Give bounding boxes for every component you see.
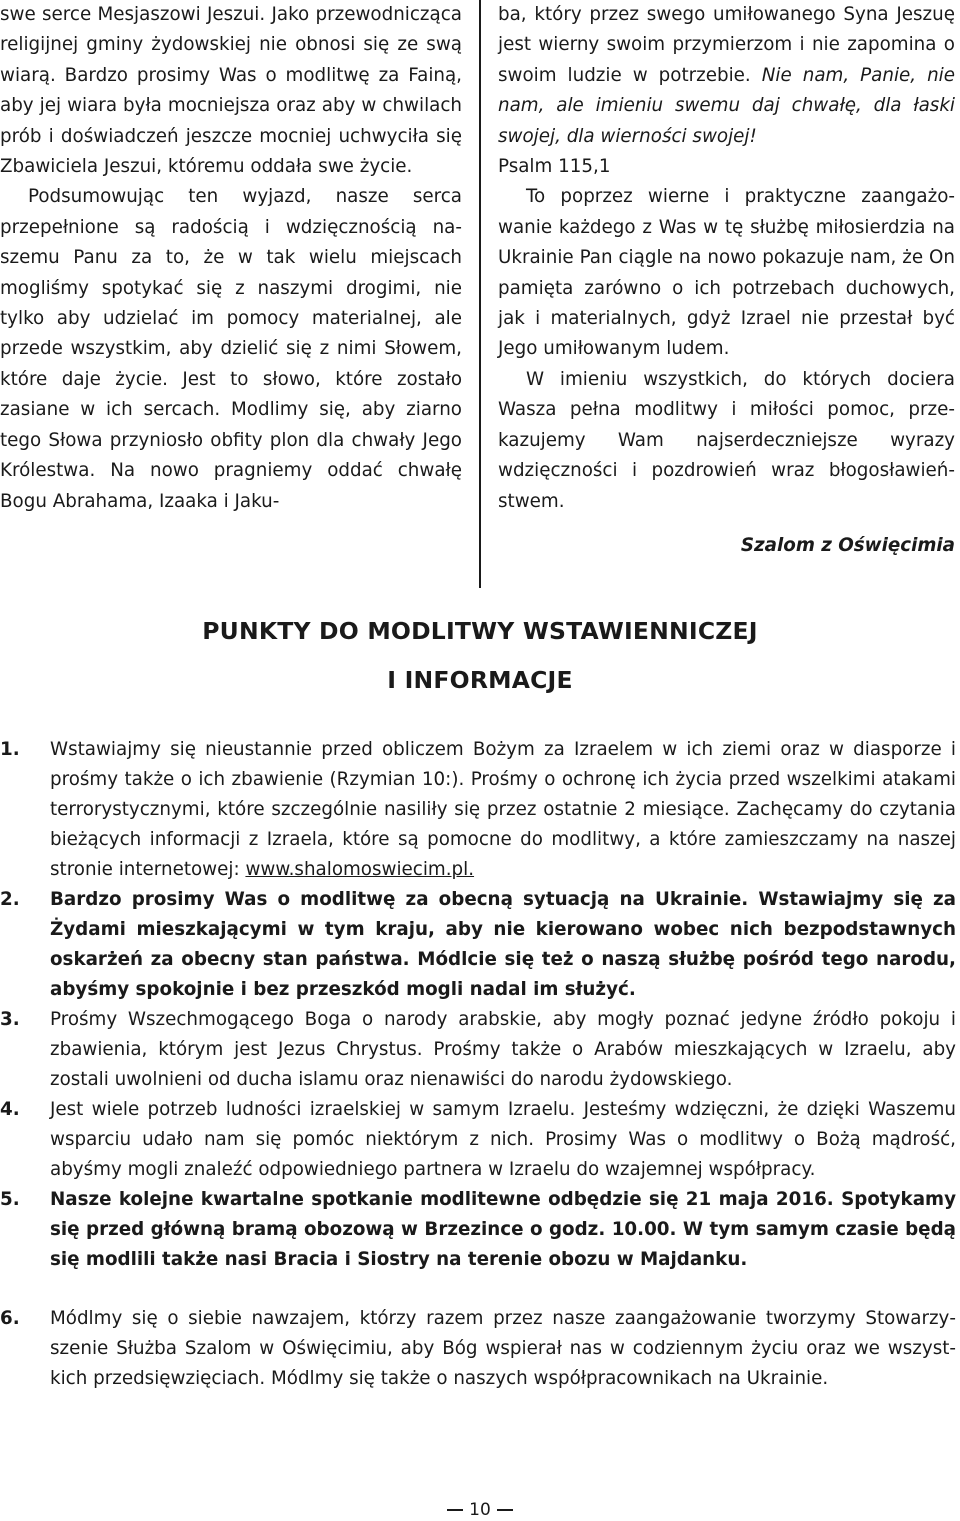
left-column	[0, 0, 462, 517]
page-number: 10	[469, 1500, 491, 1520]
item-text: Jest wiele potrzeb ludności izraelskiej w samym Izraelu. Jesteśmy wdzięczni, że dzięki Waszemu wsparciu udało nam się pomóc niektórym z nich. Prosimy Was o modlitwy o Bożą mądrość, abyśmy mogli znaleźć odpowiedniego partnera w Izraelu do wzajemnej współpracy.	[50, 1099, 956, 1180]
psalm-quote: Nie nam, Panie, nie nam, ale imieniu swemu daj chwałę, dla łaski swojej, dla wierności swojej!	[498, 64, 955, 147]
section-title-line-2: I INFORMACJE	[387, 666, 573, 694]
list-item	[0, 1185, 956, 1275]
item-number: 1.	[0, 739, 20, 760]
item-text: Bardzo prosimy Was o modlitwę za obecną sytuacją na Ukrainie. Wstawiajmy się za Żydami mieszkającymi w tym kraju, aby nie kierowano wobec nich bezpodstawnych oskarżeń za obecny stan państwa. Módlcie się też o naszą służbę pośród tego narodu, abyśmy spokojnie i bez przeszkód mogli nadal im służyć.	[50, 889, 956, 1000]
prayer-points-list	[0, 735, 956, 1394]
footer-dash-left	[447, 1509, 463, 1511]
list-item	[0, 885, 956, 1005]
left-paragraph-1: swe serce Mesjaszowi Jeszui. Jako przewodnicząca religijnej gminy żydowskiej nie obnosi się ze swą wiarą. Bardzo prosimy Was o modlitwę za Fainą, aby jej wiara była mocniejsza oraz aby w chwilach prób i doświadczeń jeszcze mocniej uchwyciła się Zbawiciela Jeszui, któremu oddała swe życie.	[0, 4, 462, 178]
right-paragraph-2: To poprzez wierne i praktyczne zaangażowanie każdego z Was w tę służbę miłosierdzia na Ukrainie Pan ciągle na nowo pokazuje nam, że On pamięta zarówno o ich potrzebach duchowych, jak i materialnych, gdyż Izrael nie przestał być Jego umiłowanym ludem.	[498, 186, 955, 360]
list-item	[0, 1095, 956, 1185]
item-text	[50, 735, 956, 885]
right-paragraph-1	[498, 0, 955, 182]
list-item	[0, 735, 956, 885]
footer-dash-right	[497, 1509, 513, 1511]
page-footer	[0, 1500, 960, 1520]
list-item	[0, 1005, 956, 1095]
left-paragraph-2: Podsumowując ten wyjazd, nasze serca przepełnione są radością i wdzięcznością naszemu Panu za to, że w tak wielu miejscach mogliśmy spotykać się z naszymi drogimi, nie tylko aby udzielać im pomocy materialnej, ale przede wszystkim, aby dzielić się z nimi Słowem, które daje życie. Jest to słowo, które zostało zasiane w ich sercach. Modlimy się, aby ziarno tego Słowa przyniosło obfity plon dla chwały Jego Królestwa. Na nowo pragniemy oddać chwałę Bogu Abrahama, Izaaka i Jaku-	[0, 186, 462, 512]
right-paragraph-3: W imieniu wszystkich, do których dociera Wasza pełna modlitwy i miłości pomoc, przekazujemy Wam najserdeczniejsze wyrazy wdzięczności i pozdrowień wraz błogosławieństwem.	[498, 368, 955, 512]
signature: Szalom z Oświęcimia	[740, 534, 955, 556]
item-text: Módlmy się o siebie nawzajem, którzy razem przez nasze zaangażowanie tworzymy Stowarzyszenie Służba Szalom w Oświęcimiu, aby Bóg wspierał nas w codziennym życiu oraz we wszystkich przedsięwzięciach. Módlmy się także o naszych współpracownikach na Ukrainie.	[50, 1308, 956, 1389]
website-link[interactable]: www.shalomoswiecim.pl.	[245, 859, 475, 880]
list-item	[0, 1304, 956, 1394]
item-text-body: Wstawiajmy się nieustannie przed obliczem Bożym za Izraelem w ich ziemi oraz w diasporze i prośmy także o ich zbawienie (Rzymian 10:). Prośmy o ochronę ich życia przed wszelkimi atakami terrorystycznymi, które szczególnie nasiliły się przez ostatnie 2 miesiące. Zachęcamy do czytania bieżących informacji z Izraela, które są pomocne do modlitwy, a które zamieszczamy na naszej stronie internetowej:	[50, 739, 956, 880]
item-number: 5.	[0, 1189, 20, 1210]
item-number: 3.	[0, 1009, 20, 1030]
column-divider	[479, 0, 481, 588]
item-text: Prośmy Wszechmogącego Boga o narody arabskie, aby mogły poznać jedyne źródło pokoju i zbawienia, którym jest Jezus Chrystus. Prośmy także o Arabów mieszkających w Izraelu, aby zostali uwolnieni od ducha islamu oraz nienawiści do narodu żydowskiego.	[50, 1009, 956, 1090]
right-paragraph-1-text: ba, który przez swego umiłowanego Syna Jeszuę jest wierny swoim przymierzom i nie zapomina o swoim ludzie w potrzebie.	[498, 4, 955, 86]
item-number: 2.	[0, 889, 20, 910]
item-text: Nasze kolejne kwartalne spotkanie modlitewne odbędzie się 21 maja 2016. Spotykamy się przed główną bramą obozową w Brzezince o godz. 10.00. W tym samym czasie będą się modlili także nasi Bracia i Siostry na terenie obozu w Majdanku.	[50, 1189, 956, 1270]
right-column	[498, 0, 955, 561]
psalm-reference: Psalm 115,1	[498, 156, 611, 178]
item-number: 6.	[0, 1308, 20, 1329]
section-title-line-1: PUNKTY DO MODLITWY WSTAWIENNICZEJ	[202, 617, 758, 645]
item-number: 4.	[0, 1099, 20, 1120]
